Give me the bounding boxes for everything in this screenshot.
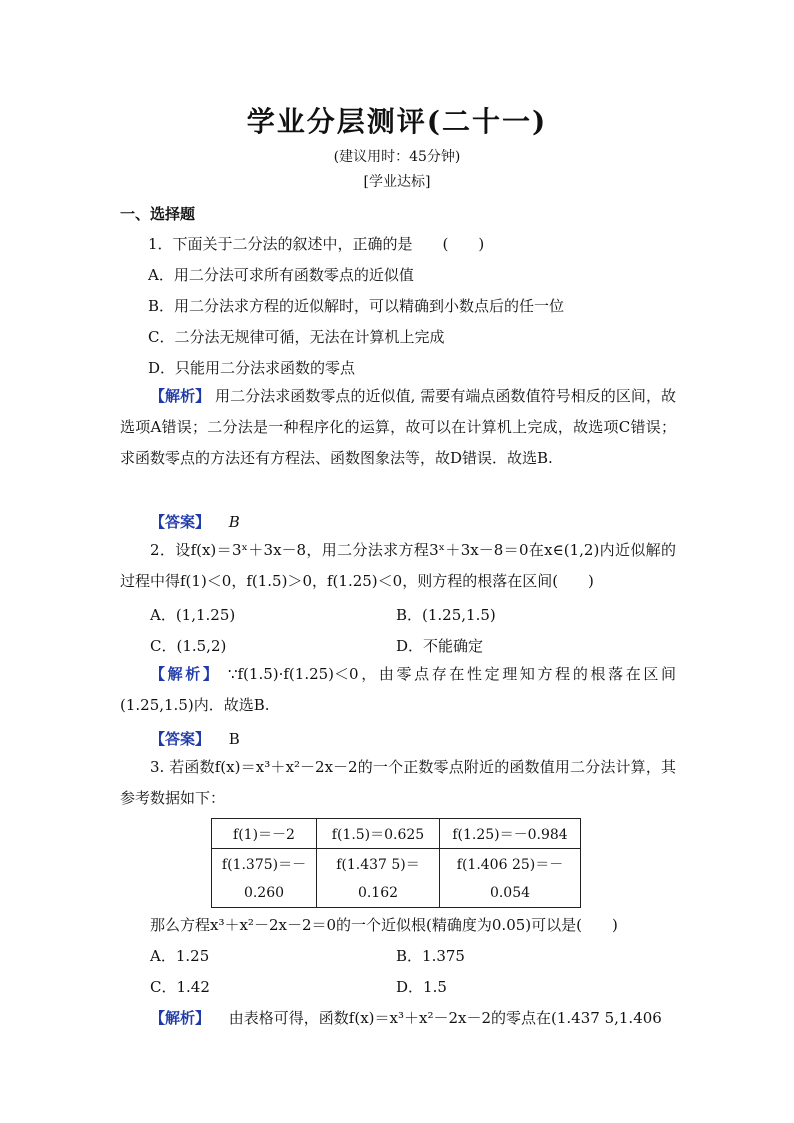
q3-option-a: A．1.25 [150,947,210,965]
table-row [212,878,581,908]
q1-answer [150,511,710,532]
time-note: (建议用时：45分钟) [333,149,461,165]
q1-option-c: C．二分法无规律可循，无法在计算机上完成 [148,328,445,346]
q3-option-d: D．1.5 [396,978,447,996]
q1-option-b: B．用二分法求方程的近似解时，可以精确到小数点后的任一位 [148,297,565,315]
page-title: 学业分层测评(二十一) [246,105,548,138]
answer-value: B [228,730,240,748]
q1-option-a: A．用二分法可求所有函数零点的近似值 [148,266,414,284]
table-cell: f(1.375)＝－ [212,849,317,879]
answer-tag: 【答案】 [150,730,211,748]
analysis-text: ∵f(1.5)·f(1.25)＜0，由零点存在性定理知方程的根落在区间(1.25,1.5)内．故选B. [120,665,676,714]
q3-stem: 3. 若函数f(x)＝x³＋x²－2x－2的一个正数零点附近的函数值用二分法计算，其参考数据如下： [120,758,676,807]
q1-analysis [120,381,676,474]
table-row [212,849,581,879]
analysis-tag: 【解析】 [150,387,211,405]
table-cell: f(1.5)＝0.625 [317,819,440,849]
analysis-text: 由表格可得，函数f(x)＝x³＋x²－2x－2的零点在(1.437 5,1.406 [228,1009,662,1027]
q1-option-d: D．只能用二分法求函数的零点 [148,359,356,377]
level-label: [学业达标] [363,174,431,190]
q2-stem: 2．设f(x)＝3ˣ＋3x－8，用二分法求方程3ˣ＋3x－8＝0在x∈(1,2)内近似解的过程中得f(1)＜0，f(1.5)＞0，f(1.25)＜0，则方程的根落在区间( ) [120,541,676,590]
reference-data-table [211,818,581,908]
q2-option-a: A．(1,1.25) [150,606,236,624]
q3-question: 那么方程x³＋x²－2x－2＝0的一个近似根(精确度为0.05)可以是( ) [150,916,618,934]
section-heading: 一、选择题 [120,205,196,223]
q3-option-b: B．1.375 [396,947,465,965]
q2-option-d: D．不能确定 [396,637,484,655]
table-cell: f(1.437 5)＝ [317,849,440,879]
q2-option-c: C．(1.5,2) [150,637,227,655]
table-cell: f(1)＝－2 [212,819,317,849]
table-cell: f(1.25)＝－0.984 [440,819,581,849]
table-cell: 0.054 [440,878,581,908]
analysis-tag: 【解析】 [150,665,221,683]
q3-analysis [150,1007,710,1028]
analysis-text: 用二分法求函数零点的近似值, 需要有端点函数值符号相反的区间，故选项A错误；二分法是一种程序化的运算，故可以在计算机上完成，故选项C错误；求函数零点的方法还有方程法、函数图象法等，故D错误．故选B. [120,387,676,467]
answer-tag: 【答案】 [150,513,211,531]
analysis-tag: 【解析】 [150,1009,211,1027]
q2-analysis [120,659,676,721]
table-row [212,819,581,849]
table-cell: f(1.406 25)＝－ [440,849,581,879]
answer-value: B [228,513,240,531]
table-cell: 0.260 [212,878,317,908]
q1-stem: 1．下面关于二分法的叙述中，正确的是 ( ) [148,235,485,253]
q2-option-b: B．(1.25,1.5) [396,606,496,624]
q3-option-c: C．1.42 [150,978,210,996]
q2-answer [150,728,710,749]
table-cell: 0.162 [317,878,440,908]
